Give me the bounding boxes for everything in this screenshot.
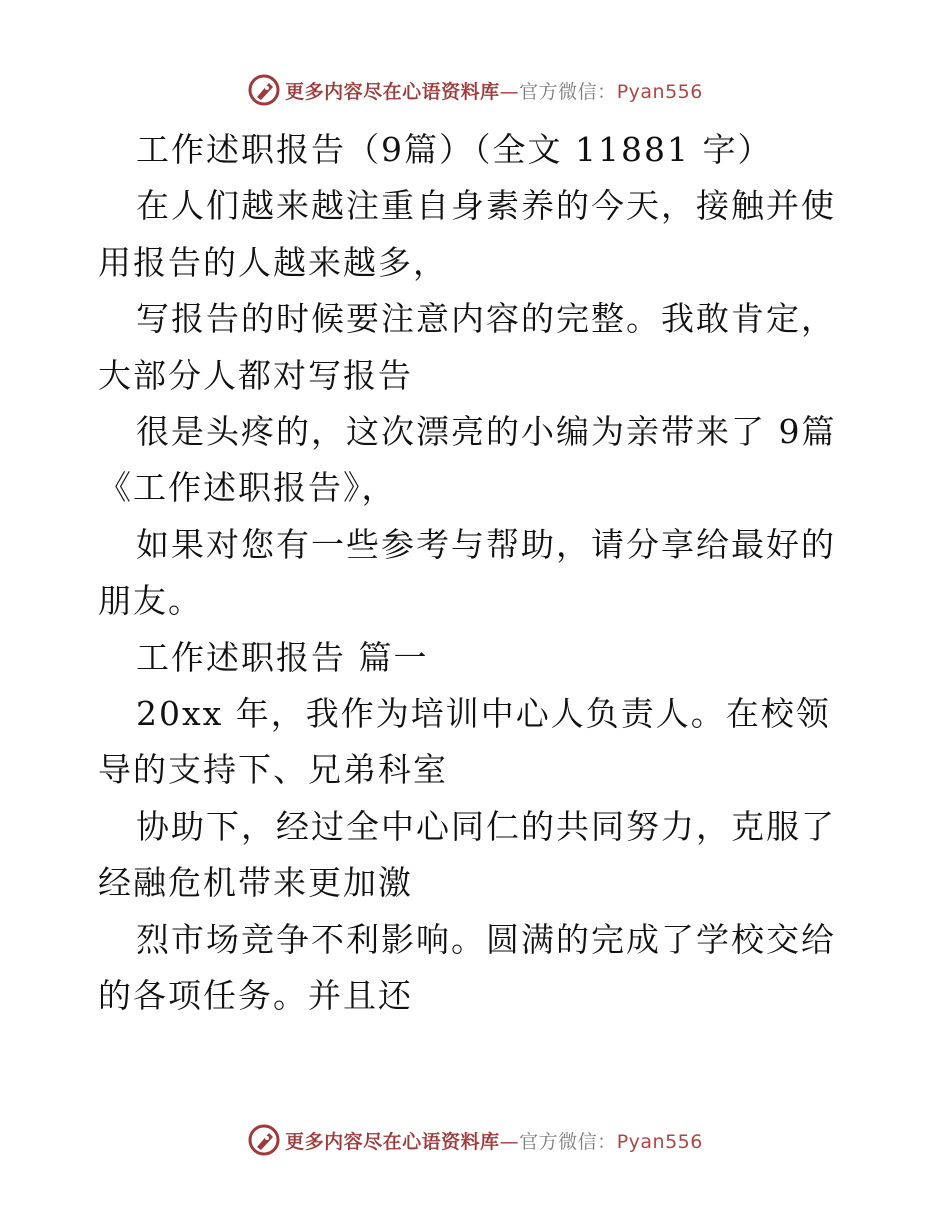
paragraph: 20xx 年，我作为培训中心人负责人。在校领导的支持下、兄弟科室 bbox=[98, 694, 831, 790]
paragraph: 如果对您有一些参考与帮助，请分享给最好的朋友。 bbox=[98, 524, 836, 621]
header-brand: 更多内容尽在心语资料库 bbox=[285, 80, 500, 103]
header-banner[interactable] bbox=[0, 70, 950, 110]
paragraph: 烈市场竞争不利影响。圆满的完成了学校交给的各项任务。并且还 bbox=[98, 919, 836, 1016]
footer-contact-label: 官方微信： bbox=[519, 1130, 617, 1153]
footer-banner-text bbox=[285, 1127, 703, 1154]
pen-nib-logo-icon bbox=[247, 73, 281, 107]
footer-wechat-id: Pyan556 bbox=[616, 1130, 703, 1153]
footer-dash: — bbox=[499, 1130, 520, 1153]
pen-nib-logo-icon bbox=[247, 1123, 281, 1157]
section-heading: 工作述职报告 篇一 bbox=[136, 637, 429, 677]
paragraph: 在人们越来越注重自身素养的今天，接触并使用报告的人越来越多， bbox=[98, 186, 836, 282]
document-body bbox=[98, 122, 858, 1025]
paragraph: 协助下，经过全中心同仁的共同努力，克服了经融危机带来更加激 bbox=[98, 806, 836, 903]
document-title: 工作述职报告（9篇）（全文 11881 字） bbox=[136, 130, 773, 169]
paragraph: 写报告的时候要注意内容的完整。我敢肯定，大部分人都对写报告 bbox=[98, 299, 836, 395]
footer-banner[interactable] bbox=[0, 1120, 950, 1160]
header-contact-label: 官方微信： bbox=[519, 80, 617, 103]
header-wechat-id: Pyan556 bbox=[616, 80, 703, 103]
paragraph: 很是头疼的，这次漂亮的小编为亲带来了 9篇《工作述职报告》， bbox=[98, 412, 837, 508]
header-banner-text bbox=[285, 77, 703, 104]
footer-brand: 更多内容尽在心语资料库 bbox=[285, 1130, 500, 1153]
header-dash: — bbox=[499, 80, 520, 103]
